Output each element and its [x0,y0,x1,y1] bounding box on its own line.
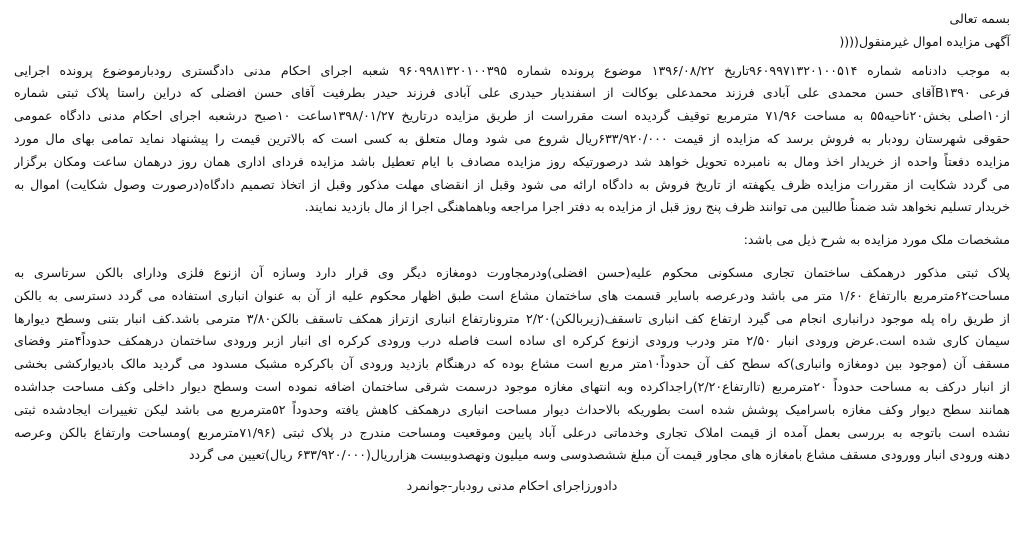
paragraph-line: از طریق راه پله موجود درانباری انجام می گیرد ارتفاع کف انباری تاسقف(زیربالکن)۲/۲۰ مترونارتفاع انباری ازتراز همکف تاسقف بالکن۳/۸۰ مترمی باشد.کف انبار بتنی وسطح دیوارها [14,310,1010,326]
paragraph-line: به موجب دادنامه شماره ۹۶۰۹۹۷۱۳۲۰۱۰۰۵۱۴تاریخ ۱۳۹۶/۰۸/۲۲ موضوع پرونده شماره ۹۶۰۹۹۸۱۳۲۰۱۰۰۳۹۵ شعبه اجرای احکام مدنی دادگستری رودبارموضوع پرونده اجرایی [14,62,1010,78]
paragraph-line: پلاک ثبتی مذکور درهمکف ساختمان تجاری مسکونی محکوم علیه(حسن افضلی)ودرمجاورت دومغازه دیگر وی قرار دارد وسازه آن ازنوع فلزی ودارای بالکن سرتاسری به [14,264,1010,280]
paragraph-line: مساحت۶۲مترمربع باارتفاع ۱/۶۰ متر می باشد ودرعرصه باسایر قسمت های ساختمان مشاع است طبق اظهار محکوم علیه از آن به عنوان انباری استفاده می گردد دسترسی به بالکن [14,287,1010,303]
document-title: بسمه تعالی [949,11,1010,26]
paragraph-line: از انبار درکف به مساحت حدوداً ۲۰مترمربع (تاارتفاع۲/۲۰)راجداکرده وبه انتهای مغازه موجود درسمت شرقی ساختمان اضافه نموده است وسطح دیوار داخلی وکف مساحت جداشده [14,378,1010,394]
document-subtitle: آگهی مزایده اموال غیرمنقول(((( [839,33,1010,49]
paragraph-line: مزایده دفعتاً واحده از خریدار اخذ ومال به نامبرده تحویل خواهد شد درصورتیکه روز مزایده مصادف با ایام تعطیل باشد مزایده فردای اداری همان روز درهمان ساعت ومکان برگزار [14,153,1010,169]
paragraph-line: می گردد شکایت از مقررات مزایده ظرف یکهفته از تاریخ فروش به دادگاه ارائه می شود وقبل از انقضای مهلت مذکور وقبل از اتخاذ تصمیم دادگاه(درصورت وصول شکایت) اموال به [14,176,1010,192]
paragraph-line: دهنه ورودی انبار وورودی مسقف مشاع بامغازه های مجاور قیمت آن مبلغ ششصدوسی وسه میلیون ونهصدوبیست هزارریال(۶۳۳/۹۲۰/۰۰۰ ریال)تعیین می گردد [188,447,1010,463]
paragraph-line: فرعی B۱۳۹۰آقای حسن محمدی علی آبادی فرزند محمدعلی بوکالت از اسفندیار حیدری علی آبادی فرزند حیدر بطرفیت آقای حسن افضلی که دراین راستا پلاک ثبتی شماره [14,85,1010,101]
paragraph-line: حقوقی شهرستان رودبار به فروش برسد که مزایده از قیمت ۶۳۳/۹۲۰/۰۰۰ریال شروع می شود ومال متعلق به کسی است که بالاترین قیمت را پیشنهاد نماید تمامی بهای مال مورد [14,130,1010,146]
paragraph-line: نشده است باتوجه به بررسی بعمل آمده از قیمت املاک تجاری وخدماتی درعلی آباد پایین وموقعیت ومساحت مندرج در پلاک ثبتی (۷۱/۹۶مترمربع )ومساحت وارتفاع بالکن وعرصه [14,424,1010,440]
signature-line: دادورزاجرای احکام مدنی رودبار-جوانمرد [406,478,618,494]
paragraph-line: مسقف آن (موجود بین دومغازه وانباری)که سطح کف آن حدوداً۱۰متر مربع است مشاع بوده که درهنگام بازدید ورودی آن باکرکره مشبک مسدود می گردید مالک بادیوارکشی بخشی [14,356,1010,372]
specs-paragraph [14,262,1010,467]
paragraph-line: سیمان کاری شده است.عرض ورودی انبار ۲/۵۰ متر ودرب ورودی ازنوع کرکره ای ساده است فاصله درب ورودی کرکره ای انبار ازبر ورودی ساختمان درهمکف حدوداً۴متر وفضای [14,333,1010,349]
paragraph-line: خریدار تسلیم نخواهد شد ضمناً طالبین می توانند ظرف پنج روز قبل از مزایده به دفتر اجرا مراجعه وباهماهنگی اجرا از مال بازدید نمایند. [304,199,1010,215]
paragraph-line: از۱۰اصلی بخش۲۰ناحیه۵۵ به مساحت ۷۱/۹۶ مترمربع توقیف گردیده است مقرراست از طریق مزایده درتاریخ ۱۳۹۸/۰۱/۲۷ساعت ۱۰صبح درشعبه اجرای احکام مدنی دادگاه عمومی [14,108,1010,124]
notice-paragraph [14,60,1010,220]
specs-heading: مشخصات ملک مورد مزایده به شرح ذیل می باشد: [743,232,1010,248]
paragraph-line: همانند سطح دیوار وکف مغازه باسرامیک پوشش شده است بطوریکه بالاحداث دیوار مساحت انباری درهمکف کاهش یافته وحدوداً ۵۲مترمربع می باشد لیکن تغییرات ایجادشده ثبتی [14,401,1010,417]
